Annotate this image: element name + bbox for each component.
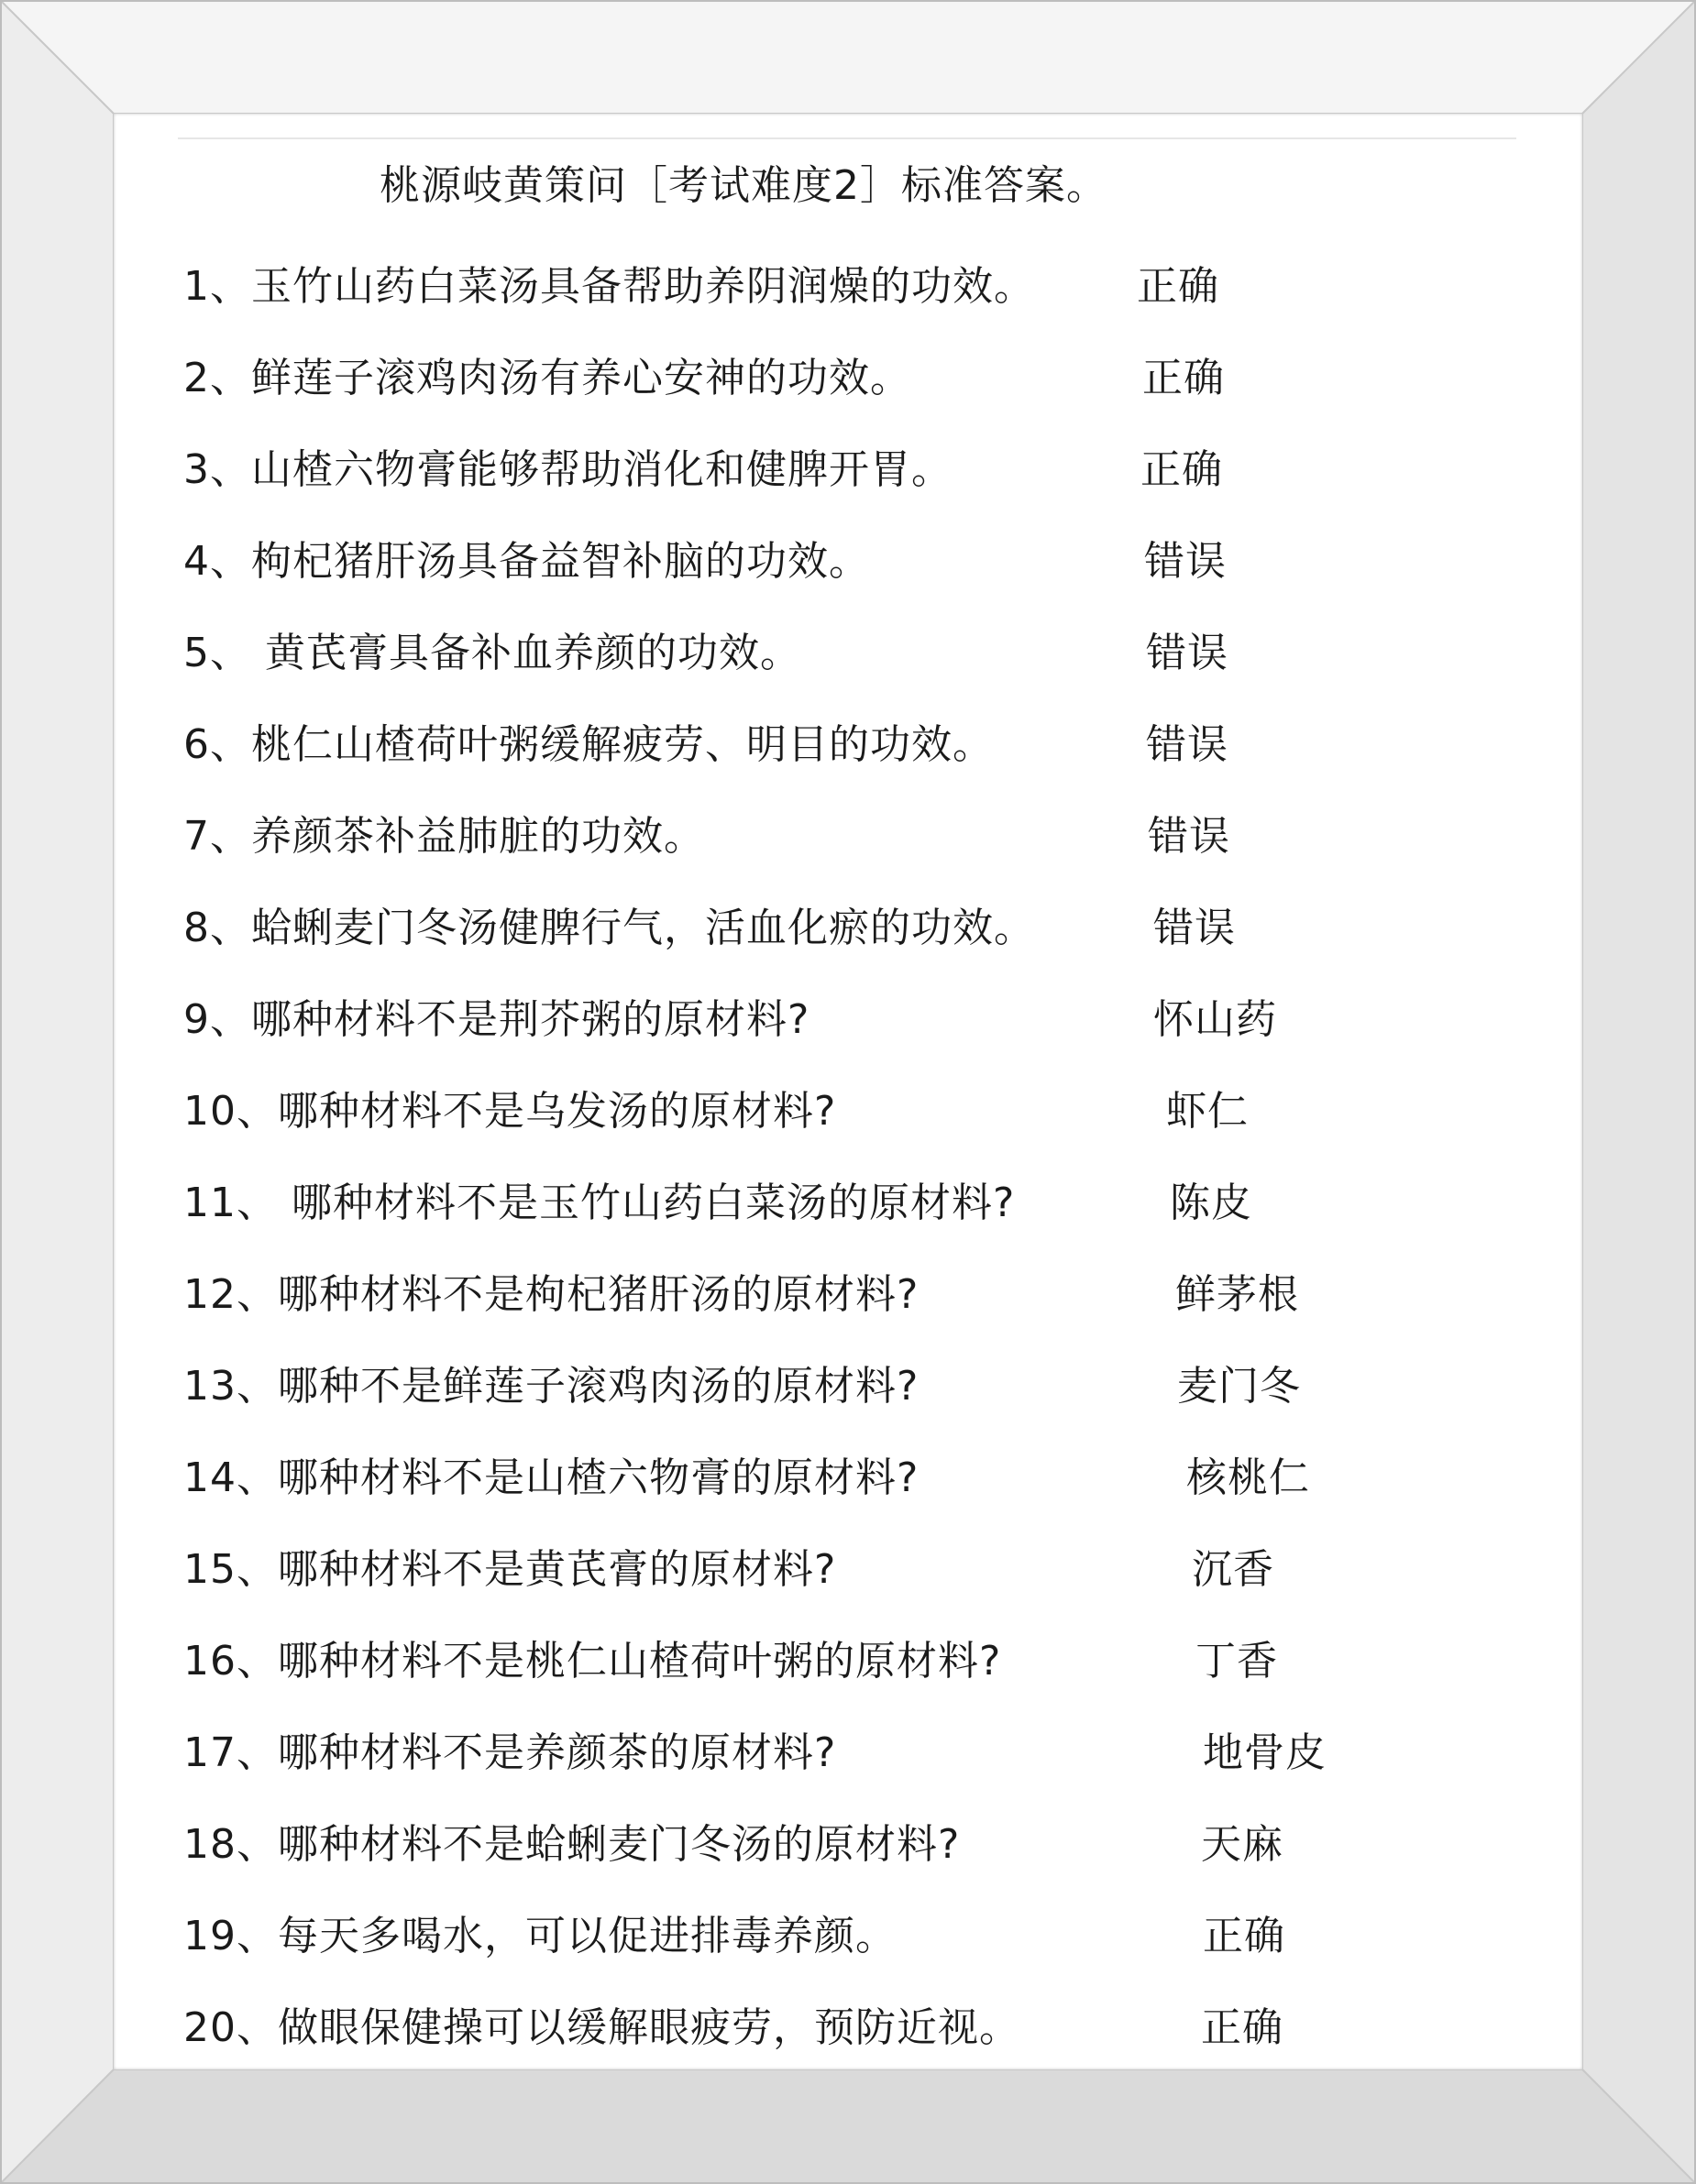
list-item: [183, 528, 1558, 583]
question-text: 18、哪种材料不是蛤蜊麦门冬汤的原材料?: [183, 1821, 961, 1868]
question-text: 8、蛤蜊麦门冬汤健脾行气，活血化瘀的功效。: [183, 905, 1035, 951]
question-text: 4、枸杞猪肝汤具备益智补脑的功效。: [183, 538, 870, 585]
list-item: [183, 620, 1558, 675]
question-text: 17、哪种材料不是养颜茶的原材料?: [183, 1729, 837, 1776]
question-text: 19、每天多喝水，可以促进排毒养颜。: [183, 1913, 897, 1959]
list-item: [183, 1719, 1558, 1774]
list-item: [183, 1444, 1558, 1499]
answer-text: 正确: [1140, 446, 1223, 493]
question-text: 20、做眼保健操可以缓解眼疲劳，预防近视。: [183, 2004, 1020, 2051]
answer-text: 丁香: [1195, 1638, 1278, 1685]
answer-text: 错误: [1148, 813, 1230, 860]
list-item: [183, 986, 1558, 1041]
answer-text: 错误: [1144, 538, 1227, 585]
question-text: 1、玉竹山药白菜汤具备帮助养阴润燥的功效。: [183, 263, 1035, 310]
question-text: 7、养颜茶补益肺脏的功效。: [183, 813, 705, 860]
answer-text: 错误: [1146, 721, 1228, 768]
answer-sheet: [114, 114, 1582, 2069]
list-item: [183, 1353, 1558, 1408]
list-item: [183, 803, 1558, 858]
list-item: [183, 1261, 1558, 1316]
list-item: [183, 711, 1558, 766]
question-text: 2、鲜莲子滚鸡肉汤有养心安神的功效。: [183, 355, 911, 401]
answer-text: 沉香: [1192, 1546, 1274, 1593]
list-item: [183, 894, 1558, 949]
question-text: 11、 哪种材料不是玉竹山药白菜汤的原材料?: [183, 1180, 1016, 1226]
question-text: 5、 黄芪膏具备补血养颜的功效。: [183, 630, 801, 676]
list-item: [183, 1169, 1558, 1224]
top-divider: [178, 137, 1516, 139]
answer-text: 怀山药: [1153, 996, 1277, 1043]
answer-text: 麦门冬: [1177, 1363, 1301, 1410]
list-item: [183, 253, 1558, 308]
answer-text: 天麻: [1201, 1821, 1283, 1868]
question-text: 12、哪种材料不是枸杞猪肝汤的原材料?: [183, 1271, 920, 1318]
answer-text: 地骨皮: [1203, 1729, 1327, 1776]
answer-text: 虾仁: [1166, 1088, 1249, 1135]
answer-text: 正确: [1201, 2004, 1283, 2051]
answer-text: 陈皮: [1170, 1180, 1252, 1226]
question-text: 14、哪种材料不是山楂六物膏的原材料?: [183, 1454, 920, 1501]
answer-text: 错误: [1153, 905, 1236, 951]
question-text: 10、哪种材料不是乌发汤的原材料?: [183, 1088, 837, 1135]
question-text: 6、桃仁山楂荷叶粥缓解疲劳、明目的功效。: [183, 721, 994, 768]
question-text: 13、哪种不是鲜莲子滚鸡肉汤的原材料?: [183, 1363, 920, 1410]
answer-text: 鲜茅根: [1175, 1271, 1299, 1318]
list-item: [183, 1536, 1558, 1591]
answer-text: 错误: [1146, 630, 1228, 676]
list-item: [183, 1903, 1558, 1958]
list-item: [183, 1811, 1558, 1866]
question-text: 9、哪种材料不是荆芥粥的原材料?: [183, 996, 810, 1043]
question-text: 15、哪种材料不是黄芪膏的原材料?: [183, 1546, 837, 1593]
answer-text: 正确: [1203, 1913, 1285, 1959]
list-item: [183, 1994, 1558, 2049]
answer-text: 核桃仁: [1186, 1454, 1310, 1501]
question-text: 3、山楂六物膏能够帮助消化和健脾开胃。: [183, 446, 953, 493]
list-item: [183, 1628, 1558, 1683]
answer-text: 正确: [1142, 355, 1225, 401]
list-item: [183, 436, 1558, 491]
question-text: 16、哪种材料不是桃仁山楂荷叶粥的原材料?: [183, 1638, 1002, 1685]
answer-text: 正确: [1137, 263, 1219, 310]
list-item: [183, 345, 1558, 400]
document-title: 桃源岐黄策问［考试难度2］标准答案。: [380, 162, 1107, 209]
list-item: [183, 1078, 1558, 1133]
